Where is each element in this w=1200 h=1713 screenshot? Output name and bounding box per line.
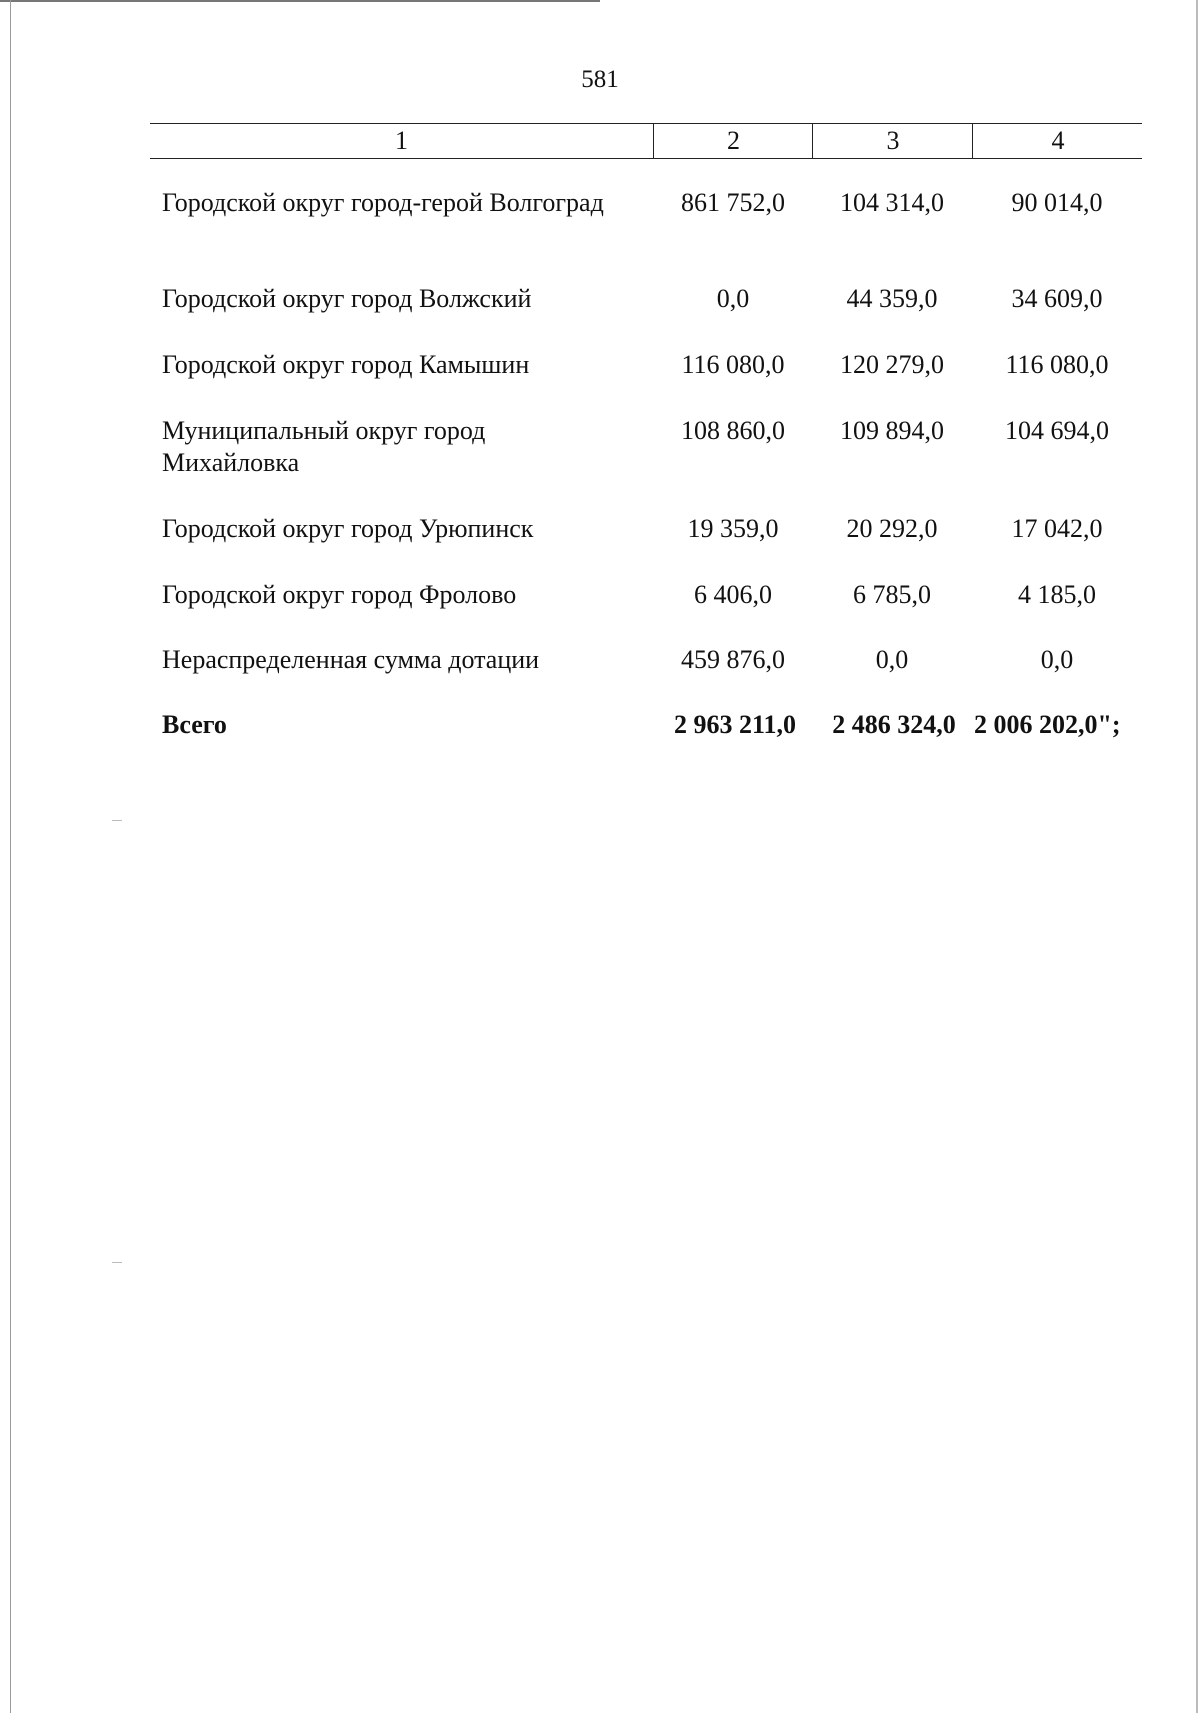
header-cell-3: 3: [812, 124, 973, 158]
row-name: Городской округ город-герой Волгоград: [162, 188, 604, 217]
row-value-col4: 34 609,0: [1011, 284, 1103, 313]
row-value-col3: 44 359,0: [846, 284, 938, 313]
scan-edge-right: [1196, 0, 1198, 1713]
header-cell-2: 2: [653, 124, 813, 158]
row-name: Городской округ город Камышин: [162, 350, 530, 379]
row-value-col2: 19 359,0: [687, 514, 779, 543]
row-value-col3: 104 314,0: [840, 188, 944, 217]
row-value-col2: 459 876,0: [681, 645, 785, 674]
row-value-col4: 4 185,0: [1018, 580, 1096, 609]
row-name: Городской округ город Волжский: [162, 284, 532, 313]
row-value-col3: 120 279,0: [840, 350, 944, 379]
row-value-col2: 0,0: [716, 284, 750, 313]
scan-edge-top: [0, 0, 600, 2]
total-label: Всего: [162, 710, 227, 739]
row-name: Городской округ город Урюпинск: [162, 514, 534, 543]
row-value-col2: 108 860,0: [681, 416, 785, 445]
row-value-col2: 861 752,0: [681, 188, 785, 217]
scan-mark: [112, 820, 122, 821]
row-value-col4: 17 042,0: [1011, 514, 1103, 543]
total-value-col3: 2 486 324,0: [832, 710, 956, 739]
row-value-col2: 6 406,0: [694, 580, 772, 609]
row-value-col2: 116 080,0: [681, 350, 785, 379]
row-value-col4: 116 080,0: [1005, 350, 1109, 379]
row-value-col3: 0,0: [875, 645, 909, 674]
row-value-col3: 20 292,0: [846, 514, 938, 543]
header-cell-1: 1: [395, 126, 408, 155]
scan-edge-left: [10, 0, 11, 1713]
table-header-row: [150, 123, 1142, 159]
row-value-col3: 6 785,0: [853, 580, 931, 609]
row-value-col4: 90 014,0: [1011, 188, 1103, 217]
row-name: Городской округ город Фролово: [162, 580, 517, 609]
header-cell-4: 4: [972, 124, 1143, 158]
total-value-col2: 2 963 211,0: [673, 710, 797, 739]
row-value-col3: 109 894,0: [840, 416, 944, 445]
scan-mark: [112, 1262, 122, 1263]
budget-table: [150, 123, 1142, 739]
page-number: 581: [581, 66, 619, 93]
row-value-col4: 104 694,0: [1005, 416, 1109, 445]
total-value-col4: 2 006 202,0";: [974, 710, 1121, 739]
row-value-col4: 0,0: [1040, 645, 1074, 674]
row-name: Муниципальный округ город Михайловка: [162, 416, 486, 477]
row-name: Нераспределенная сумма дотации: [162, 645, 540, 674]
